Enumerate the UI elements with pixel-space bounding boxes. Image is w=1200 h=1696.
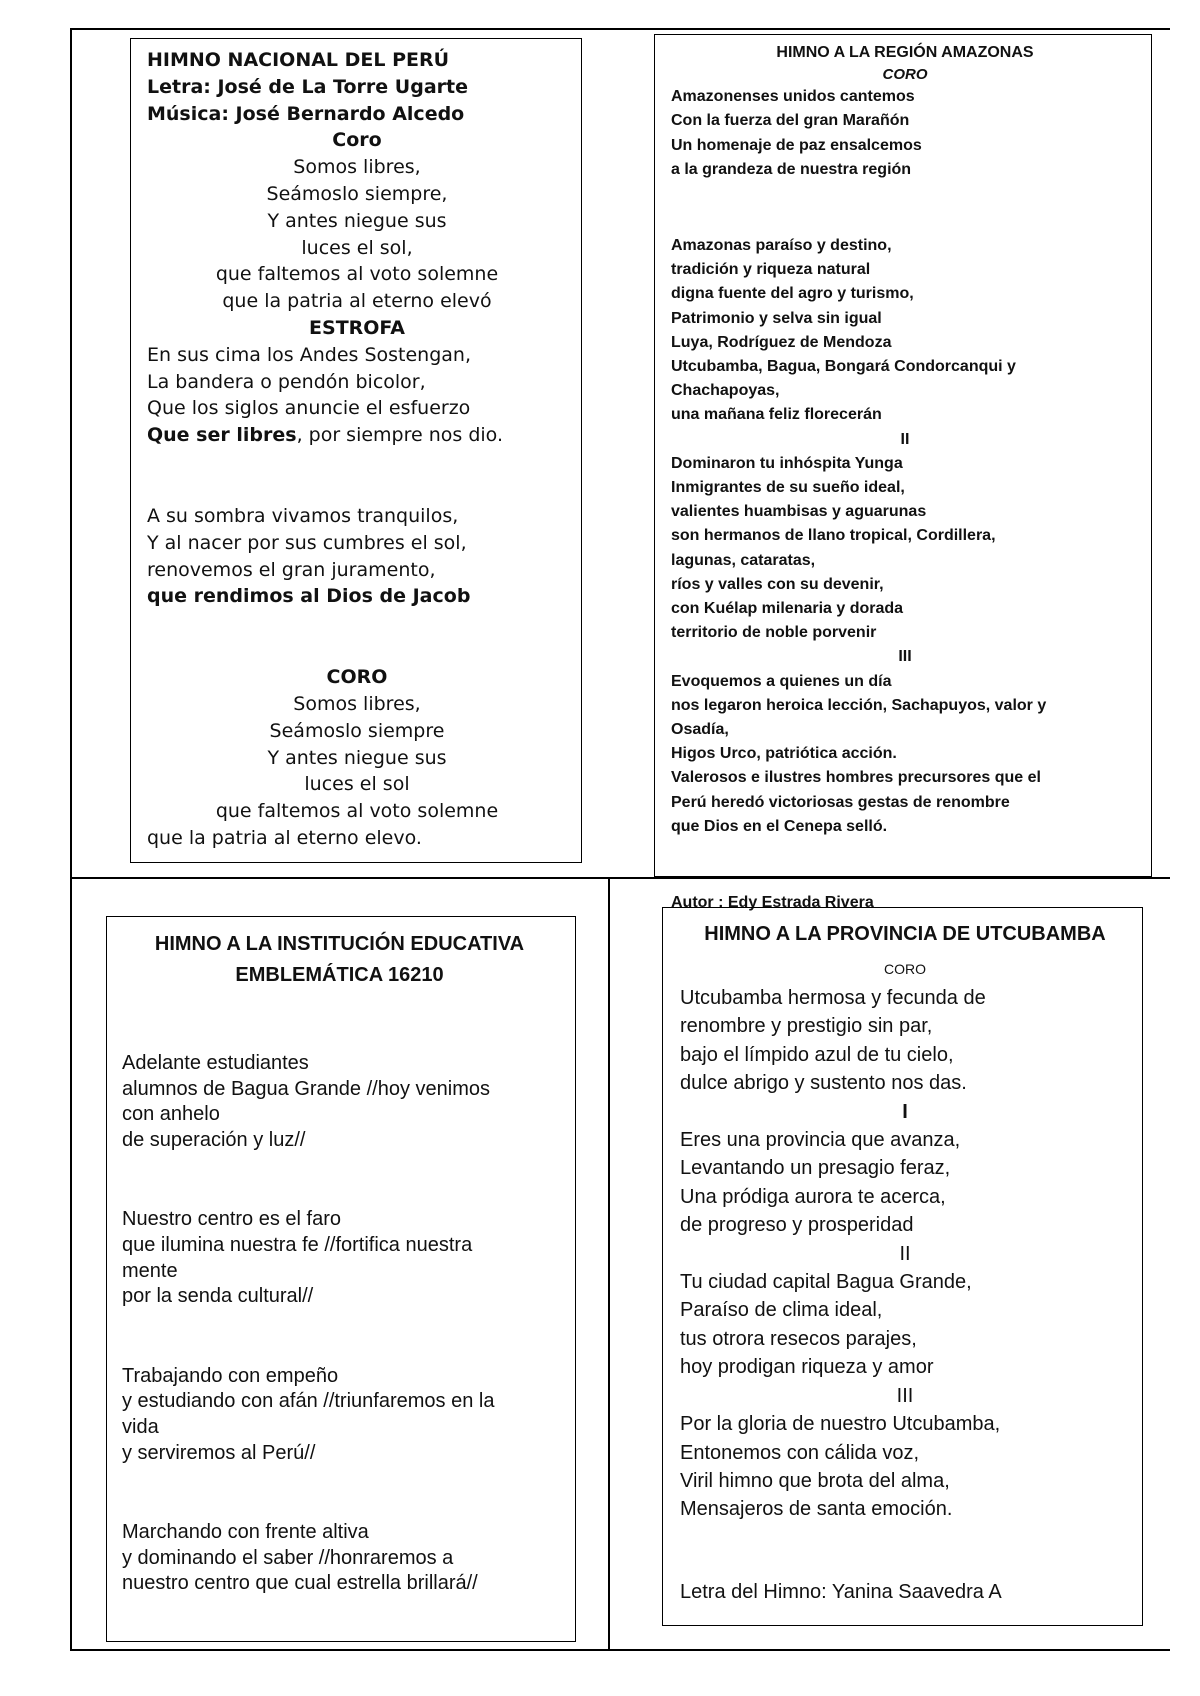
himno-nacional-line: renovemos el gran juramento, — [147, 558, 436, 581]
himno-amazonas-line: con Kuélap milenaria y dorada — [671, 600, 904, 618]
himno-amazonas-line: a la grandeza de nuestra región — [671, 160, 912, 178]
himno-utcubamba-line: de progreso y prosperidad — [680, 1214, 914, 1237]
himno-nacional-line: Coro — [332, 129, 382, 152]
himno-nacional-line: luces el sol — [304, 773, 410, 796]
himno-utcubamba-line: Levantando un presagio feraz, — [680, 1157, 951, 1180]
himno-nacional-line: ESTROFA — [309, 316, 405, 339]
himno-nacional-line: La bandera o pendón bicolor, — [147, 370, 426, 393]
himno-utcubamba-line: CORO — [884, 961, 926, 977]
himno-amazonas-line: territorio de noble porvenir — [671, 624, 877, 642]
himno-nacional-line: Y antes niegue sus — [267, 746, 447, 769]
frame-bottom-line — [70, 1649, 1170, 1651]
himno-amazonas-line: Autor : Edy Estrada Rivera — [671, 894, 874, 912]
himno-nacional-line: Música: José Bernardo Alcedo — [147, 102, 465, 125]
himno-nacional-line: Somos libres, — [293, 692, 421, 715]
himno-amazonas-line: Utcubamba, Bagua, Bongará Condorcanqui y — [671, 358, 1016, 376]
himno-utcubamba-title: HIMNO A LA PROVINCIA DE UTCUBAMBA — [704, 923, 1106, 945]
himno-nacional-line: Y antes niegue sus — [267, 209, 447, 232]
himno-amazonas-line: Higos Urco, patriótica acción. — [671, 745, 897, 763]
himno-amazonas-line: Amazonenses unidos cantemos — [671, 88, 915, 106]
stanza-gap — [671, 198, 1139, 218]
himno-amazonas-line: Valerosos e ilustres hombres precursores que el — [671, 769, 1041, 787]
frame-top-line — [70, 28, 1170, 30]
himno-institucion-line: vida — [122, 1415, 159, 1438]
himno-amazonas-line: una mañana feliz florecerán — [671, 406, 882, 424]
himno-utcubamba-line: Viril himno que brota del alma, — [680, 1469, 950, 1492]
himno-amazonas-line: Chachapoyas, — [671, 382, 780, 400]
himno-nacional-line: Y al nacer por sus cumbres el sol, — [147, 531, 467, 554]
himno-amazonas-line: Un homenaje de paz ensalcemos — [671, 136, 922, 154]
stanza-gap — [147, 626, 567, 648]
himno-institucion-line: mente — [122, 1259, 178, 1282]
himno-nacional-line: HIMNO NACIONAL DEL PERÚ — [147, 49, 450, 71]
himno-amazonas-line: tradición y riqueza natural — [671, 261, 871, 279]
himno-institucion-line: con anhelo — [122, 1103, 220, 1126]
himno-utcubamba-line: hoy prodigan riqueza y amor — [680, 1356, 934, 1379]
himno-amazonas-line: Patrimonio y selva sin igual — [671, 309, 882, 327]
himno-institucion-title-1: HIMNO A LA INSTITUCIÓN EDUCATIVA — [154, 933, 525, 955]
himno-amazonas-line: lagunas, cataratas, — [671, 551, 816, 569]
himno-institucion-line: y dominando el saber //honraremos a — [122, 1546, 454, 1569]
himno-utcubamba-line: II — [899, 1242, 911, 1265]
himno-nacional-line-rest: , por siempre nos dio. — [296, 424, 504, 447]
himno-utcubamba-line: Entonemos con cálida voz, — [680, 1441, 920, 1464]
himno-amazonas-line: Con la fuerza del gran Marañón — [671, 112, 910, 130]
himno-nacional-box — [130, 38, 582, 863]
himno-nacional-line — [147, 422, 567, 449]
himno-nacional-line: Seámoslo siempre, — [266, 182, 448, 205]
frame-middle-line — [70, 877, 1170, 879]
himno-nacional-line: Letra: José de La Torre Ugarte — [147, 75, 468, 98]
himno-utcubamba-line: I — [902, 1100, 908, 1123]
himno-institucion-line: alumnos de Bagua Grande //hoy venimos — [122, 1077, 490, 1100]
himno-amazonas-line: Osadía, — [671, 721, 729, 739]
stanza-gap — [122, 1482, 557, 1504]
himno-utcubamba-line: Eres una provincia que avanza, — [680, 1129, 961, 1152]
stanza-gap — [122, 1169, 557, 1191]
stanza-gap — [147, 465, 567, 487]
himno-institucion-line: nuestro centro que cual estrella brillará// — [122, 1572, 478, 1595]
frame-center-divider — [608, 877, 610, 1650]
himno-amazonas-line: ríos y valles con su devenir, — [671, 575, 884, 593]
himno-amazonas-line: nos legaron heroica lección, Sachapuyos, valor y — [671, 696, 1047, 714]
himno-nacional-line: Somos libres, — [293, 156, 421, 179]
himno-utcubamba-line: Por la gloria de nuestro Utcubamba, — [680, 1413, 1001, 1436]
himno-institucion-line: Adelante estudiantes — [122, 1052, 309, 1074]
himno-nacional-line-bold-part: Que ser libres — [147, 424, 297, 447]
himno-nacional-line: Que los siglos anuncie el esfuerzo — [147, 397, 471, 420]
himno-amazonas-line: III — [898, 648, 912, 666]
himno-institucion-line: que ilumina nuestra fe //fortifica nuestra — [122, 1233, 473, 1256]
himno-nacional-line: que rendimos al Dios de Jacob — [147, 585, 471, 608]
himno-utcubamba-line: renombre y prestigio sin par, — [680, 1015, 933, 1038]
himno-amazonas-line: Inmigrantes de su sueño ideal, — [671, 479, 905, 497]
himno-nacional-line: Seámoslo siempre — [269, 719, 445, 742]
himno-amazonas-box — [654, 34, 1152, 912]
himno-institucion-line: Marchando con frente altiva — [122, 1521, 369, 1544]
himno-amazonas-line: Perú heredó victoriosas gestas de renombre — [671, 793, 1010, 811]
himno-amazonas-line: Evoquemos a quienes un día — [671, 672, 892, 690]
himno-amazonas-line: CORO — [882, 66, 928, 84]
himno-utcubamba-line: Mensajeros de santa emoción. — [680, 1498, 953, 1521]
himno-institucion-line: y estudiando con afán //triunfaremos en la — [122, 1390, 495, 1413]
himno-institucion-line: por la senda cultural// — [122, 1285, 314, 1308]
himno-nacional-line: luces el sol, — [301, 236, 413, 259]
himno-utcubamba-line: dulce abrigo y sustento nos das. — [680, 1072, 967, 1095]
himno-utcubamba-box — [662, 907, 1143, 1626]
himno-nacional-line: En sus cima los Andes Sostengan, — [147, 343, 472, 366]
himno-utcubamba-line: tus otrora resecos parajes, — [680, 1327, 917, 1350]
himno-amazonas-line: son hermanos de llano tropical, Cordillera, — [671, 527, 996, 545]
himno-amazonas-line: HIMNO A LA REGIÓN AMAZONAS — [776, 44, 1034, 61]
himno-amazonas-line: Dominaron tu inhóspita Yunga — [671, 454, 903, 472]
himno-amazonas-line: Luya, Rodríguez de Mendoza — [671, 333, 892, 351]
himno-amazonas-line: valientes huambisas y aguarunas — [671, 503, 927, 521]
himno-amazonas-line: que Dios en el Cenepa selló. — [671, 817, 888, 835]
himno-utcubamba-line: Una pródiga aurora te acerca, — [680, 1185, 946, 1208]
himno-amazonas-line: II — [900, 430, 910, 448]
himno-nacional-line: CORO — [326, 666, 388, 689]
stanza-gap — [671, 855, 1139, 875]
stanza-gap — [680, 1540, 1130, 1562]
himno-nacional-line: que la patria al eterno elevó — [222, 290, 492, 313]
himno-institucion-line: Trabajando con empeño — [122, 1364, 339, 1387]
himno-institucion-box — [106, 916, 576, 1642]
himno-utcubamba-line: Utcubamba hermosa y fecunda de — [680, 987, 986, 1009]
himno-nacional-line: que faltemos al voto solemne — [215, 263, 499, 286]
himno-amazonas-line: digna fuente del agro y turismo, — [671, 285, 914, 303]
himno-nacional-line: que la patria al eterno elevo. — [147, 826, 422, 849]
himno-utcubamba-line: Tu ciudad capital Bagua Grande, — [680, 1271, 972, 1294]
himno-amazonas-line: Amazonas paraíso y destino, — [671, 237, 892, 255]
himno-institucion-line: de superación y luz// — [122, 1128, 306, 1151]
himno-nacional-line: A su sombra vivamos tranquilos, — [147, 504, 459, 527]
frame-left-line — [70, 28, 72, 1650]
himno-institucion-title-2: EMBLEMÁTICA 16210 — [235, 964, 444, 986]
himno-utcubamba-line: bajo el límpido azul de tu cielo, — [680, 1043, 954, 1066]
himno-institucion-line: Nuestro centro es el faro — [122, 1208, 341, 1231]
himno-institucion-line: y serviremos al Perú// — [122, 1441, 316, 1464]
himno-utcubamba-line: Letra del Himno: Yanina Saavedra A — [680, 1580, 1002, 1603]
himno-utcubamba-line: Paraíso de clima ideal, — [680, 1299, 883, 1322]
himno-utcubamba-line: III — [896, 1384, 914, 1407]
himno-nacional-line: que faltemos al voto solemne — [215, 800, 499, 823]
stanza-gap — [122, 1326, 557, 1348]
